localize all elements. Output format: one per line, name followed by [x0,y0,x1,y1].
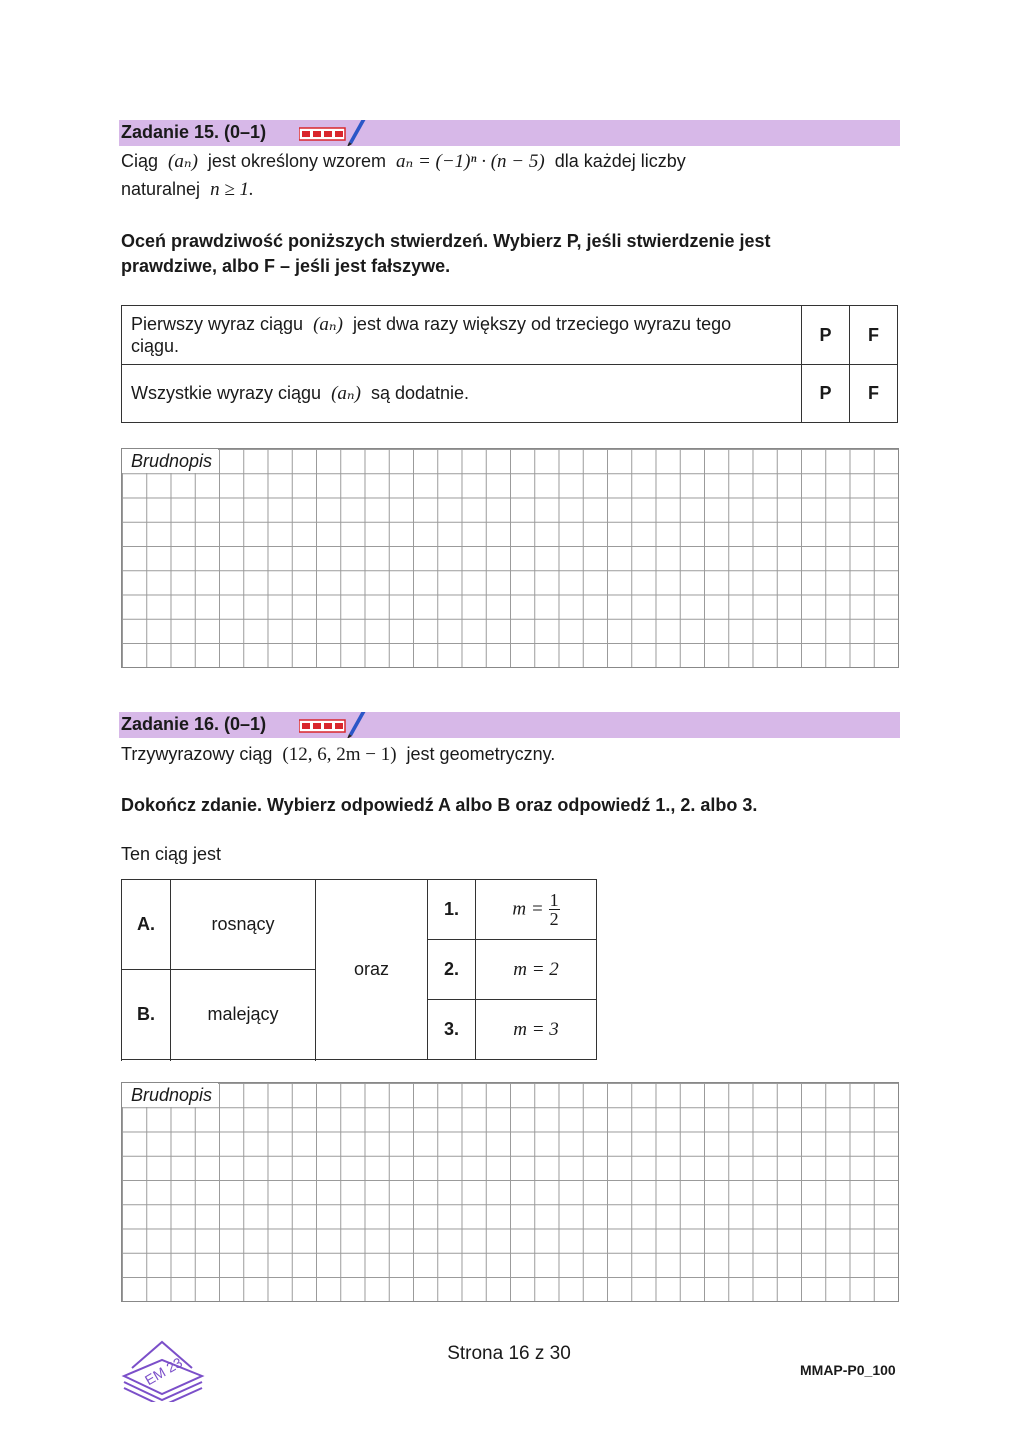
skill-boxes-icon [299,128,345,140]
statement-part: Pierwszy wyraz ciągu [131,314,304,334]
choice-f-2[interactable]: F [850,365,898,423]
intro-text: dla każdej liczby [554,151,686,171]
intro-text: jest geometryczny. [406,744,556,764]
option-b-letter[interactable]: B. [122,970,171,1060]
sequence-symbol: (aₙ) [313,314,343,335]
sequence: (12, 6, 2m − 1) [282,744,397,765]
statement-part: Wszystkie wyrazy ciągu [131,383,322,403]
pen-icon [347,120,366,146]
task-15-instruction-2: prawdziwe, albo F – jeśli jest fałszywe. [121,256,451,276]
task-16-header [119,712,900,738]
skill-icons [299,712,369,738]
condition: n ≥ 1. [210,179,254,200]
task-16-stem: Ten ciąg jest [121,844,222,864]
intro-text: Ciąg [121,151,159,171]
exam-code: MMAP-P0_100 [800,1362,896,1378]
option-a-letter[interactable]: A. [122,880,171,970]
choice-f-1[interactable]: F [850,306,898,365]
statement-row [122,365,898,423]
scratch-grid-16[interactable] [121,1082,899,1302]
choice-p-1[interactable]: P [802,306,850,365]
numerator: 1 [549,890,559,910]
answer-table [121,879,597,1060]
task-15-instruction-1: Oceń prawdziwość poniższych stwierdzeń. Wybierz P, jeśli stwierdzenie jest [121,231,771,251]
formula: aₙ = (−1)ⁿ · (n − 5) [396,151,545,172]
choice-p-2[interactable]: P [802,365,850,423]
scratch-grid-15[interactable] [121,448,899,668]
option-b-text[interactable]: malejący [171,970,316,1060]
option-a-text[interactable]: rosnący [171,880,316,970]
statement-part: są dodatnie. [370,383,470,403]
task-15-intro-line-1 [121,148,686,175]
option-2-num[interactable]: 2. [428,940,476,1000]
statement-text [122,365,802,423]
sequence-symbol: (aₙ) [168,151,198,172]
skill-icons [299,120,369,146]
task-16-instruction: Dokończ zdanie. Wybierz odpowiedź A albo B oraz odpowiedź 1., 2. albo 3. [121,795,758,815]
task-15-title: Zadanie 15. (0–1) [121,122,267,142]
option-2-value[interactable]: m = 2 [476,940,597,1000]
intro-text: jest określony wzorem [207,151,386,171]
option-1-num[interactable]: 1. [428,880,476,940]
option-1-value[interactable] [476,880,597,940]
statement-part: jest dwa razy większy od trzeciego wyrazu tego [352,314,732,334]
intro-text: Trzywyrazowy ciąg [121,744,273,764]
skill-boxes-icon [299,720,345,732]
task-15-intro-line-2 [121,176,254,203]
true-false-table [121,305,898,423]
task-15-header [119,120,900,146]
scratch-label: Brudnopis [122,1083,218,1107]
scratch-label: Brudnopis [122,449,218,473]
sequence-symbol: (aₙ) [331,383,361,404]
connector: oraz [316,880,428,1060]
option-3-value[interactable]: m = 3 [476,1000,597,1060]
fraction [549,891,560,928]
logo-text: EM 23 [141,1354,186,1389]
intro-text: naturalnej [121,179,201,199]
pen-icon [347,712,366,738]
task-16-intro [121,741,555,768]
statement-text [122,306,802,365]
option-3-num[interactable]: 3. [428,1000,476,1060]
value-prefix: m = [512,898,544,920]
page-number: Strona 16 z 30 [447,1343,571,1364]
denominator: 2 [549,909,559,929]
task-16-title: Zadanie 16. (0–1) [121,714,267,734]
statement-part: ciągu. [131,336,180,356]
statement-row [122,306,898,365]
